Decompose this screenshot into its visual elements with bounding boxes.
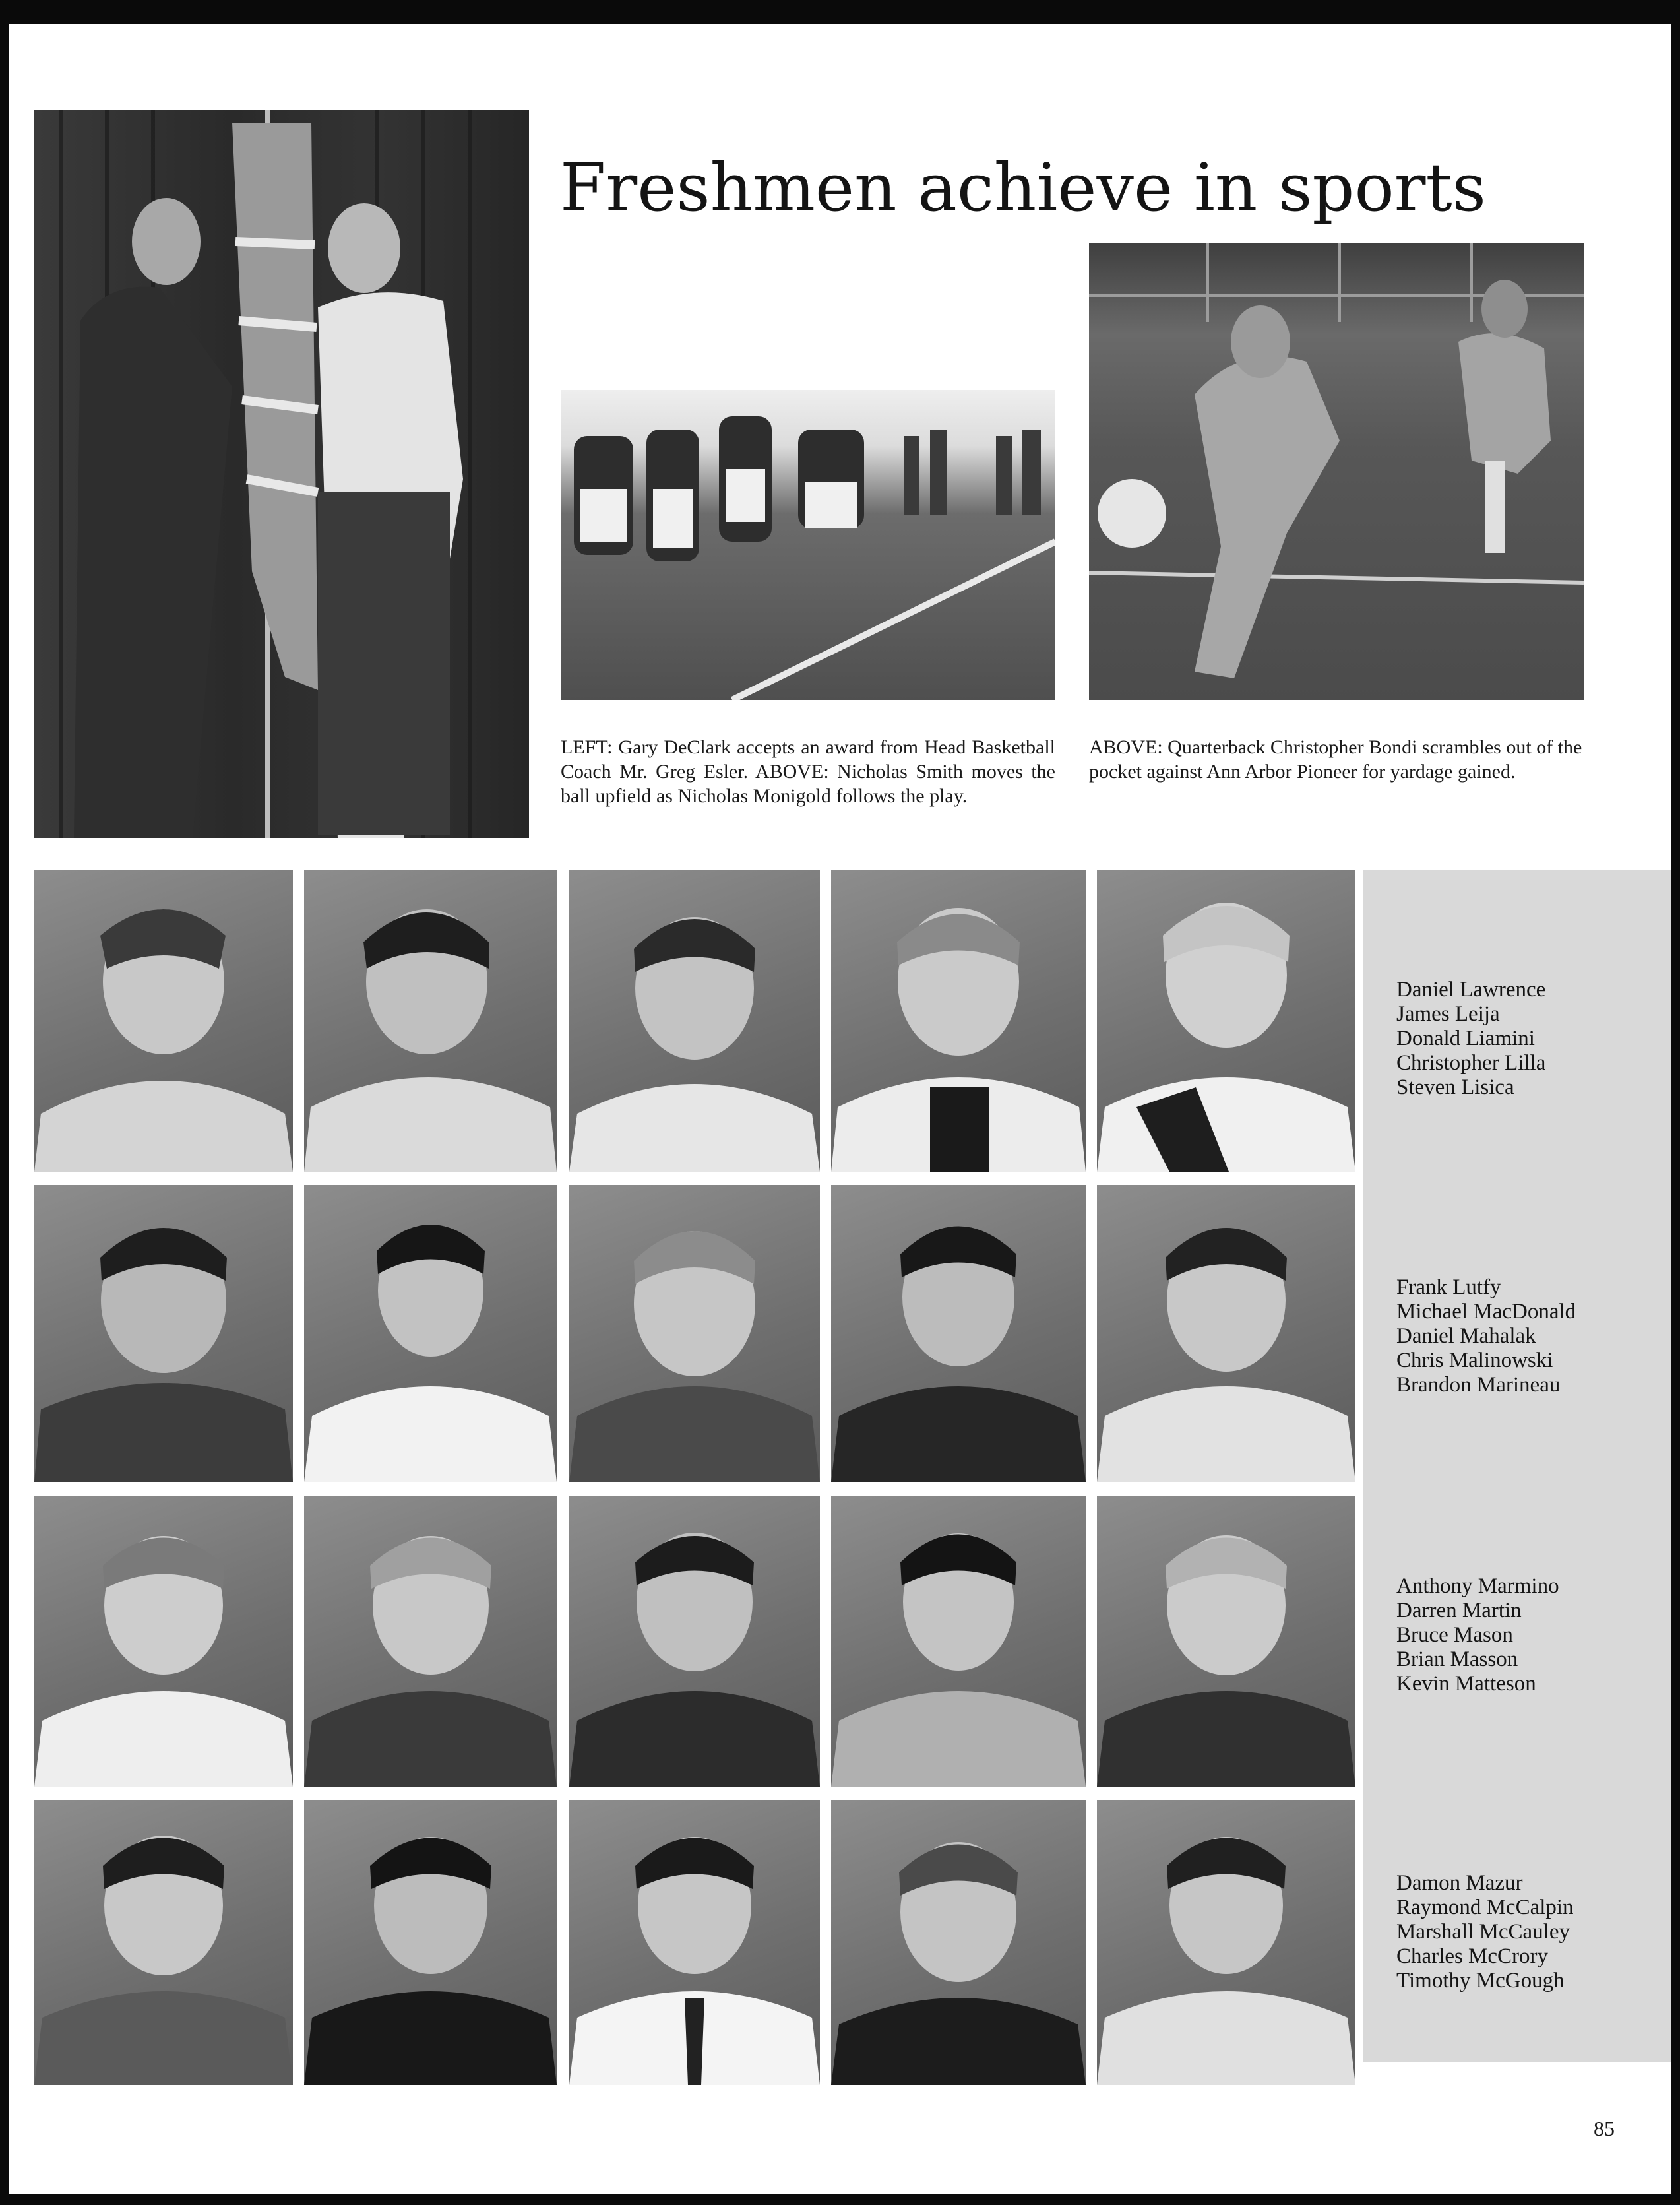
student-portrait [831, 870, 1086, 1172]
student-name: Bruce Mason [1396, 1623, 1513, 1647]
student-portrait [831, 1496, 1086, 1787]
student-name: Daniel Mahalak [1396, 1324, 1536, 1348]
student-name: James Leija [1396, 1002, 1500, 1026]
yearbook-page [9, 24, 1671, 2194]
student-name: Anthony Marmino [1396, 1574, 1559, 1598]
student-portrait [304, 1185, 557, 1482]
student-portrait [34, 1800, 293, 2085]
student-name: Christopher Lilla [1396, 1051, 1546, 1075]
student-portrait [831, 1800, 1086, 2085]
right-caption: ABOVE: Quarterback Christopher Bondi scrambles out of the pocket against Ann Arbor Pioneer for yardage gained. [1089, 736, 1582, 783]
soccer-game-photo [1089, 243, 1584, 700]
name-list-group-3 [1396, 1574, 1559, 1696]
student-portrait [831, 1185, 1086, 1482]
student-name: Frank Lutfy [1396, 1275, 1501, 1299]
football-game-photo [561, 390, 1055, 700]
name-list-group-1 [1396, 978, 1545, 1100]
student-portrait [304, 1800, 557, 2085]
name-list-group-4 [1396, 1871, 1574, 1993]
student-name: Daniel Lawrence [1396, 978, 1546, 1002]
student-name: Kevin Matteson [1396, 1672, 1536, 1696]
student-name: Chris Malinowski [1396, 1349, 1553, 1372]
student-portrait [1097, 1496, 1355, 1787]
student-name: Darren Martin [1396, 1599, 1522, 1622]
student-portrait [1097, 1185, 1355, 1482]
page-title: Freshmen achieve in sports [560, 149, 1486, 226]
student-name: Michael MacDonald [1396, 1300, 1576, 1324]
student-portrait [304, 1496, 557, 1787]
student-portrait [304, 870, 557, 1172]
student-name: Donald Liamini [1396, 1027, 1535, 1050]
student-portrait [1097, 870, 1355, 1172]
name-list-group-2 [1396, 1275, 1576, 1397]
student-portrait [34, 870, 293, 1172]
student-portrait [569, 1800, 820, 2085]
student-name: Charles McCrory [1396, 1944, 1549, 1968]
student-name: Raymond McCalpin [1396, 1896, 1574, 1919]
student-portrait [569, 870, 820, 1172]
student-name: Brian Masson [1396, 1647, 1518, 1671]
student-portrait [34, 1496, 293, 1787]
student-portrait [569, 1496, 820, 1787]
student-name: Damon Mazur [1396, 1871, 1523, 1895]
student-portrait [569, 1185, 820, 1482]
student-portrait [1097, 1800, 1355, 2085]
student-name: Marshall McCauley [1396, 1920, 1571, 1944]
page-number: 85 [1594, 2117, 1615, 2140]
award-ceremony-photo [34, 110, 529, 838]
left-caption: LEFT: Gary DeClark accepts an award from Head Basketball Coach Mr. Greg Esler. ABOVE: Nicholas Smith moves the ball upfield as Nicholas Monigold follows the play. [561, 736, 1055, 807]
student-name: Steven Lisica [1396, 1075, 1514, 1099]
student-portrait [34, 1185, 293, 1482]
student-name: Timothy McGough [1396, 1969, 1565, 1993]
student-name: Brandon Marineau [1396, 1373, 1561, 1397]
